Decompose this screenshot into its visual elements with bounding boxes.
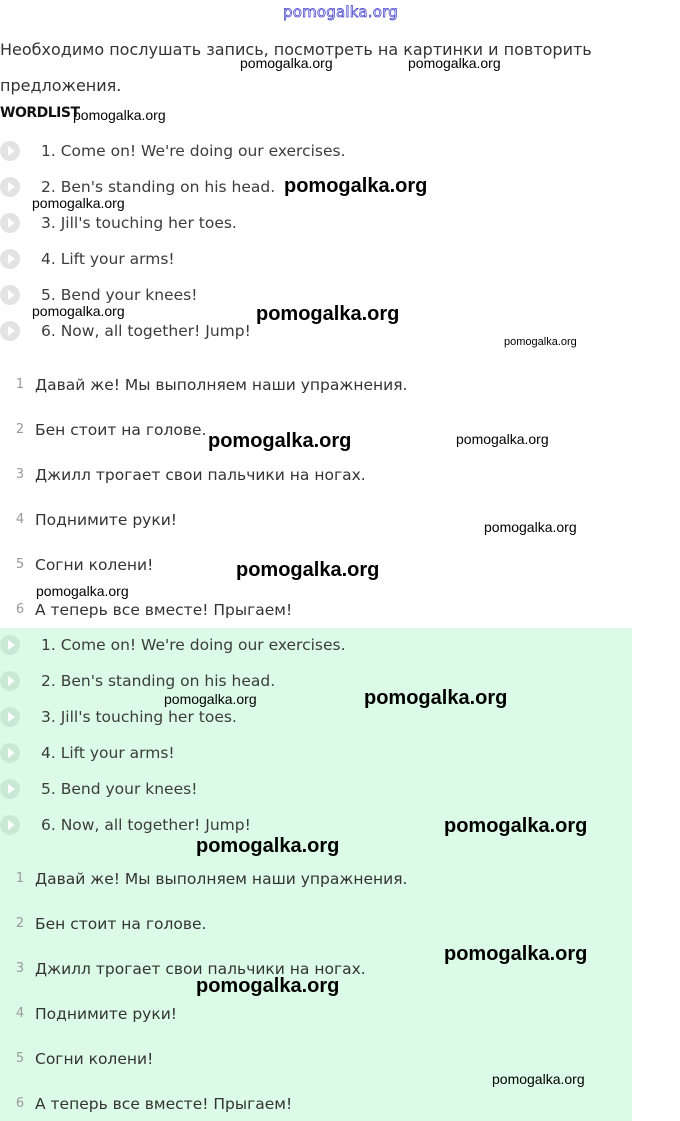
watermark: pomogalka.org <box>444 943 588 965</box>
translation-number: 6 <box>15 602 25 617</box>
english-phrase: 2. Ben's standing on his head. <box>41 178 276 196</box>
site-watermark-top: pomogalka.org <box>283 3 398 21</box>
watermark: pomogalka.org <box>240 55 333 71</box>
translation-text: Джилл трогает свои пальчики на ногах. <box>35 466 366 484</box>
translation-number: 4 <box>15 512 25 527</box>
translation-text: Джилл трогает свои пальчики на ногах. <box>35 960 366 978</box>
play-icon[interactable] <box>0 177 20 197</box>
play-icon[interactable] <box>0 321 20 341</box>
translation-number: 3 <box>15 961 25 976</box>
translation-text: Поднимите руки! <box>35 511 177 529</box>
watermark: pomogalka.org <box>32 195 125 211</box>
watermark: pomogalka.org <box>73 107 166 123</box>
watermark: pomogalka.org <box>284 175 428 197</box>
translation-number: 1 <box>15 377 25 392</box>
watermark: pomogalka.org <box>408 55 501 71</box>
english-phrase: 5. Bend your knees! <box>41 780 198 798</box>
play-icon[interactable] <box>0 635 20 655</box>
play-icon[interactable] <box>0 743 20 763</box>
watermark: pomogalka.org <box>492 1071 585 1087</box>
watermark: pomogalka.org <box>504 336 577 348</box>
play-icon[interactable] <box>0 779 20 799</box>
translation-number: 2 <box>15 916 25 931</box>
english-phrase: 5. Bend your knees! <box>41 286 198 304</box>
watermark: pomogalka.org <box>256 303 400 325</box>
watermark: pomogalka.org <box>484 519 577 535</box>
translation-text: Согни колени! <box>35 1050 154 1068</box>
play-icon[interactable] <box>0 249 20 269</box>
wordlist-section-1 <box>0 139 632 629</box>
translation-number: 5 <box>15 557 25 572</box>
translation-text: А теперь все вместе! Прыгаем! <box>35 1095 293 1113</box>
translation-number: 5 <box>15 1051 25 1066</box>
play-icon[interactable] <box>0 285 20 305</box>
translation-number: 2 <box>15 422 25 437</box>
translation-number: 6 <box>15 1096 25 1111</box>
watermark: pomogalka.org <box>32 303 125 319</box>
translation-text: А теперь все вместе! Прыгаем! <box>35 601 293 619</box>
watermark: pomogalka.org <box>456 431 549 447</box>
play-icon[interactable] <box>0 141 20 161</box>
watermark: pomogalka.org <box>364 687 508 709</box>
translation-number: 1 <box>15 871 25 886</box>
translation-number: 4 <box>15 1006 25 1021</box>
translation-number: 3 <box>15 467 25 482</box>
english-phrase: 3. Jill's touching her toes. <box>41 214 237 232</box>
translation-text: Бен стоит на голове. <box>35 915 207 933</box>
english-phrase: 1. Come on! We're doing our exercises. <box>41 636 346 654</box>
translation-text: Поднимите руки! <box>35 1005 177 1023</box>
intro-text: Необходимо послушать запись, посмотреть на картинки и повторить предложения. <box>0 40 592 95</box>
watermark: pomogalka.org <box>444 815 588 837</box>
play-icon[interactable] <box>0 815 20 835</box>
english-phrase: 6. Now, all together! Jump! <box>41 322 251 340</box>
watermark: pomogalka.org <box>196 835 340 857</box>
translation-text: Согни колени! <box>35 556 154 574</box>
watermark: pomogalka.org <box>236 559 380 581</box>
translation-text: Давай же! Мы выполняем наши упражнения. <box>35 376 408 394</box>
watermark: pomogalka.org <box>164 691 257 707</box>
watermark: pomogalka.org <box>208 430 352 452</box>
watermark: pomogalka.org <box>36 583 129 599</box>
translation-text: Давай же! Мы выполняем наши упражнения. <box>35 870 408 888</box>
wordlist-section-2 <box>0 628 632 1121</box>
english-phrase: 4. Lift your arms! <box>41 744 175 762</box>
wordlist-title: WORDLIST <box>0 105 80 121</box>
play-icon[interactable] <box>0 707 20 727</box>
play-icon[interactable] <box>0 671 20 691</box>
english-phrase: 2. Ben's standing on his head. <box>41 672 276 690</box>
watermark: pomogalka.org <box>196 975 340 997</box>
english-phrase: 4. Lift your arms! <box>41 250 175 268</box>
translation-text: Бен стоит на голове. <box>35 421 207 439</box>
play-icon[interactable] <box>0 213 20 233</box>
english-phrase: 3. Jill's touching her toes. <box>41 708 237 726</box>
english-phrase: 1. Come on! We're doing our exercises. <box>41 142 346 160</box>
english-phrase: 6. Now, all together! Jump! <box>41 816 251 834</box>
